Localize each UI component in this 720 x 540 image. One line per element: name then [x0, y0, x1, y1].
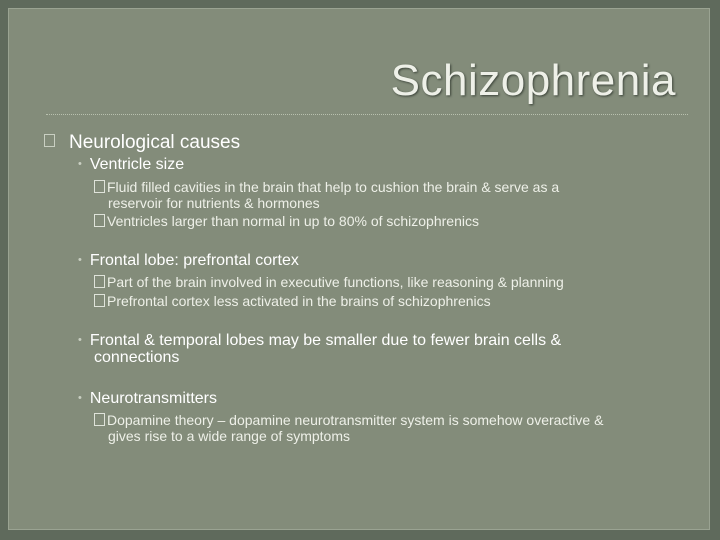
- level2-text: Frontal lobe: prefrontal cortex: [89, 252, 299, 269]
- level2-bullet: [78, 156, 184, 174]
- level1-text: Neurological causes: [69, 132, 241, 153]
- level3-text: Fluid filled cavities in the brain that help to cushion the brain & serve as a: [107, 179, 560, 195]
- level3-text: Ventricles larger than normal in up to 80% of schizophrenics: [107, 213, 479, 229]
- level1-bullet: [44, 132, 240, 154]
- missing-glyph-icon: [94, 180, 105, 193]
- bullet-dot-icon: •: [78, 392, 82, 404]
- missing-glyph-icon: [94, 294, 105, 307]
- level3-text-cont: reservoir for nutrients & hormones: [108, 195, 320, 211]
- level3-text: Dopamine theory – dopamine neurotransmitter system is somehow overactive &: [107, 412, 604, 428]
- level2-text: Frontal & temporal lobes may be smaller due to fewer brain cells &: [89, 332, 562, 349]
- level3-item: [94, 213, 674, 229]
- missing-glyph-icon: [94, 413, 105, 426]
- missing-glyph-icon: [94, 275, 105, 288]
- level3-item: [94, 293, 674, 309]
- level2-text: Neurotransmitters: [89, 390, 218, 407]
- bullet-dot-icon: •: [78, 158, 82, 170]
- bullet-box-icon: [44, 134, 55, 147]
- bullet-dot-icon: •: [78, 254, 82, 266]
- slide-title: Schizophrenia: [390, 56, 676, 105]
- level2-text: Ventricle size: [89, 156, 185, 173]
- level3-text: Part of the brain involved in executive functions, like reasoning & planning: [107, 274, 564, 290]
- level2-bullet: [78, 390, 217, 408]
- title-divider: [46, 114, 688, 115]
- level3-item: [94, 274, 674, 290]
- missing-glyph-icon: [94, 214, 105, 227]
- level3-text: Prefrontal cortex less activated in the brains of schizophrenics: [107, 293, 491, 309]
- level2-bullet: [78, 332, 638, 366]
- level3-item: [94, 179, 674, 211]
- level3-text-cont: gives rise to a wide range of symptoms: [108, 428, 350, 444]
- level2-bullet: [78, 252, 299, 270]
- level2-text-cont: connections: [94, 349, 180, 366]
- bullet-dot-icon: •: [78, 334, 82, 346]
- level3-item: [94, 412, 674, 444]
